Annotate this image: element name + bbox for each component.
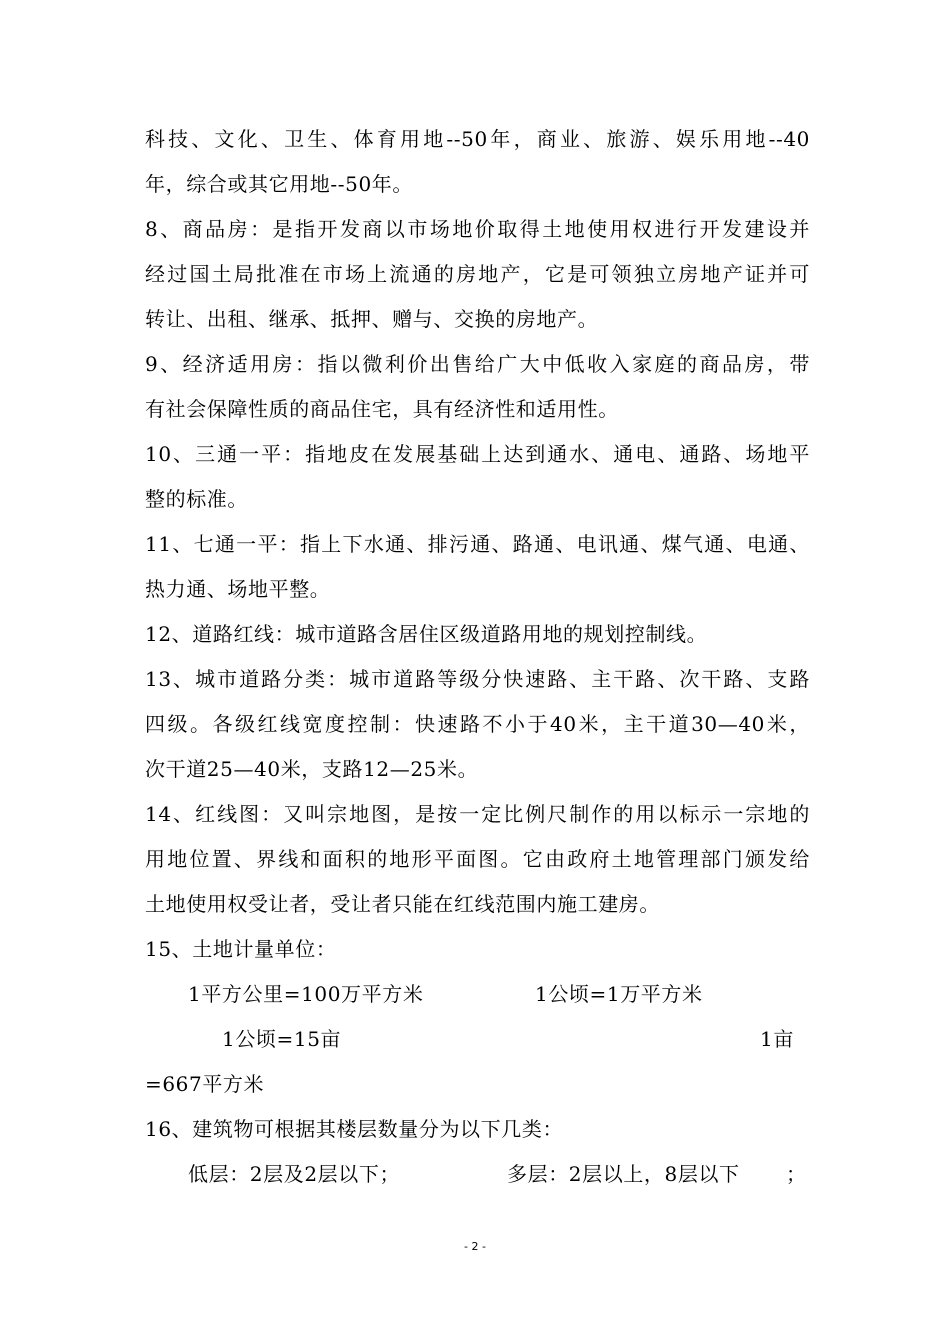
text-line: 13、城市道路分类：城市道路等级分快速路、主干路、次干路、支路 [145, 667, 810, 691]
unit-sq-km: 1平方公里=100万平方米 [188, 982, 424, 1006]
unit-hectare: 1公顷=1万平方米 [535, 982, 703, 1006]
text-line: 9、经济适用房：指以微利价出售给广大中低收入家庭的商品房，带 [145, 352, 810, 376]
section-heading: 15、土地计量单位： [145, 937, 337, 961]
unit-mu: 1亩 [760, 1027, 794, 1051]
text-line: 11、七通一平：指上下水通、排污通、路通、电讯通、煤气通、电通、 [145, 532, 810, 556]
text-line: 热力通、场地平整。 [145, 577, 331, 601]
text-line: 整的标准。 [145, 487, 248, 511]
text-line: 12、道路红线：城市道路含居住区级道路用地的规划控制线。 [145, 622, 708, 646]
floor-tail: ； [786, 1162, 807, 1186]
text-line: 有社会保障性质的商品住宅，具有经济性和适用性。 [145, 397, 619, 421]
page-number: - 2 - [464, 1240, 486, 1253]
floor-low: 低层：2层及2层以下； [188, 1162, 401, 1186]
text-line: 四级。各级红线宽度控制：快速路不小于40米，主干道30—40米， [145, 712, 810, 736]
text-line: 转让、出租、继承、抵押、赠与、交换的房地产。 [145, 307, 599, 331]
text-line: 科技、文化、卫生、体育用地--50年，商业、旅游、娱乐用地--40 [145, 127, 810, 151]
unit-hectare-mu: 1公顷=15亩 [222, 1027, 342, 1051]
section-heading: 16、建筑物可根据其楼层数量分为以下几类： [145, 1117, 564, 1141]
text-line: 经过国土局批准在市场上流通的房地产，它是可领独立房地产证并可 [145, 262, 810, 286]
text-line: 14、红线图：又叫宗地图，是按一定比例尺制作的用以标示一宗地的 [145, 802, 810, 826]
text-line: 8、商品房：是指开发商以市场地价取得土地使用权进行开发建设并 [145, 217, 810, 241]
floor-multi: 多层：2层以上，8层以下 [507, 1162, 740, 1186]
text-line: 土地使用权受让者，受让者只能在红线范围内施工建房。 [145, 892, 660, 916]
text-line: 次干道25—40米，支路12—25米。 [145, 757, 479, 781]
text-line: 用地位置、界线和面积的地形平面图。它由政府土地管理部门颁发给 [145, 847, 810, 871]
text-line: 10、三通一平：指地皮在发展基础上达到通水、通电、通路、场地平 [145, 442, 810, 466]
text-line: 年，综合或其它用地--50年。 [145, 172, 413, 196]
unit-mu-value: =667平方米 [145, 1072, 265, 1096]
